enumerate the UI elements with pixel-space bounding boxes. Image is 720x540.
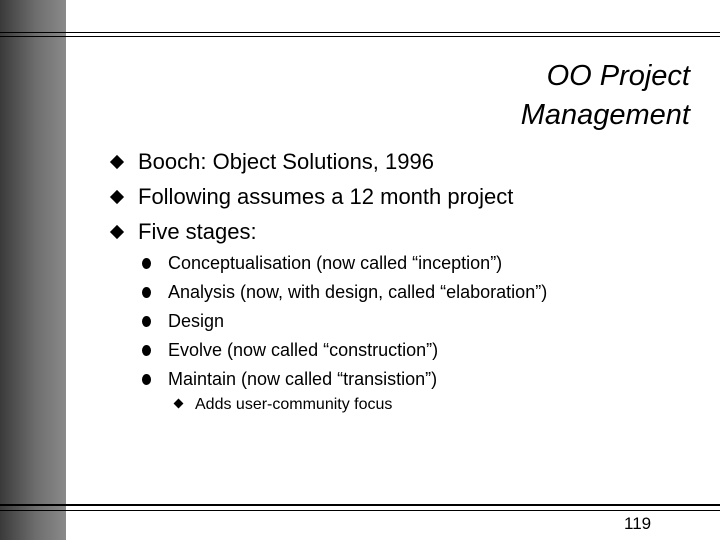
dot-bullet-icon (142, 287, 151, 298)
bullet-text: Following assumes a 12 month project (138, 184, 514, 209)
stage-list (138, 250, 547, 395)
top-rule-secondary (0, 36, 720, 37)
title-line: OO Project (546, 60, 690, 92)
stage-item (138, 366, 547, 395)
bullet-text: Booch: Object Solutions, 1996 (138, 149, 434, 174)
bullet-item (108, 148, 513, 183)
diamond-bullet-icon (110, 225, 124, 239)
stage-text: Conceptualisation (now called “inception”) (168, 253, 503, 273)
stage-text: Maintain (now called “transistion”) (168, 369, 438, 389)
stage-item (138, 279, 547, 308)
bullet-item (108, 183, 513, 218)
stage-text: Design (168, 311, 225, 331)
dot-bullet-icon (142, 345, 151, 356)
sub-bullet-list (172, 393, 392, 417)
title-line: Management (520, 99, 690, 131)
stage-text: Analysis (now, with design, called “elaboration”) (168, 282, 548, 302)
stage-item (138, 308, 547, 337)
diamond-bullet-icon (110, 190, 124, 204)
stage-text: Evolve (now called “construction”) (168, 340, 439, 360)
top-rule (0, 32, 720, 33)
bottom-rule-secondary (0, 510, 720, 511)
diamond-bullet-icon (174, 399, 184, 409)
bullet-item (108, 218, 513, 253)
slide-title (290, 57, 690, 135)
sub-bullet-item (172, 393, 392, 417)
dot-bullet-icon (142, 374, 151, 385)
stage-item (138, 250, 547, 279)
dot-bullet-icon (142, 258, 151, 269)
sub-bullet-text: Adds user-community focus (195, 396, 393, 413)
dot-bullet-icon (142, 316, 151, 327)
stage-item (138, 337, 547, 366)
bottom-rule (0, 504, 720, 506)
diamond-bullet-icon (110, 155, 124, 169)
main-bullet-list (108, 148, 513, 253)
page-number: 119 (624, 514, 652, 533)
bullet-text: Five stages: (138, 219, 257, 244)
sidebar-band (0, 0, 66, 540)
